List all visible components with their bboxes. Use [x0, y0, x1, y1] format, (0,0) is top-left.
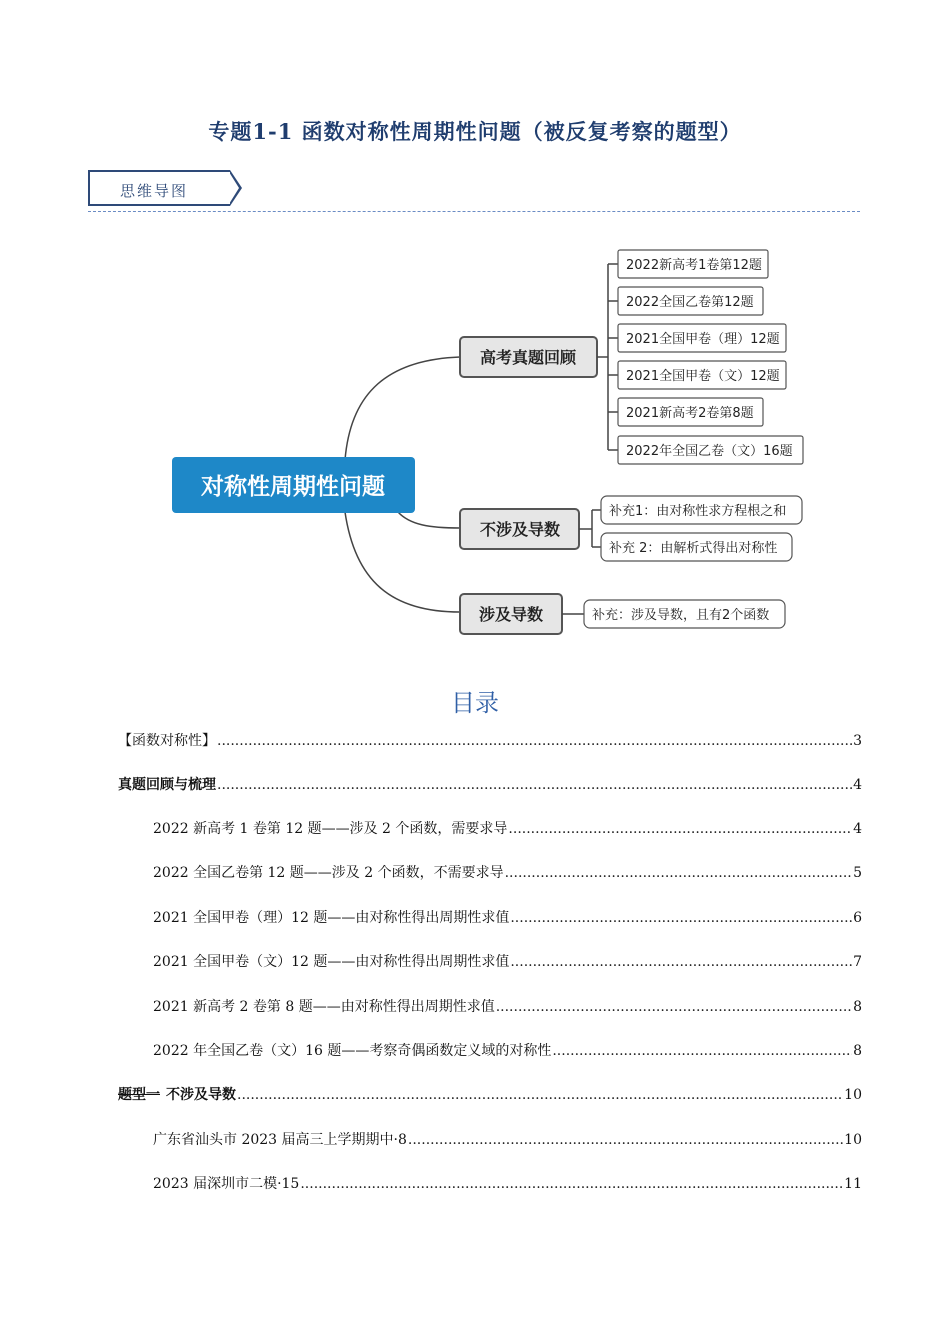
toc-leader-dots [505, 865, 852, 881]
toc-entry-page: 3 [853, 733, 862, 749]
toc-entry-page: 4 [853, 821, 862, 837]
toc-entry[interactable] [153, 1040, 862, 1060]
toc-entry-label: 广东省汕头市 2023 届高三上学期期中·8 [153, 1132, 407, 1148]
toc-entry-page: 6 [853, 910, 862, 926]
mindmap-branch-3-label: 涉及导数 [478, 605, 544, 624]
toc-entry-label: 2022 新高考 1 卷第 12 题——涉及 2 个函数，需要求导 [153, 821, 508, 837]
toc-entry-label: 不涉及导数 [166, 1087, 236, 1103]
toc-entry-label: 2022 全国乙卷第 12 题——涉及 2 个函数，不需要求导 [153, 865, 504, 881]
mindmap [0, 0, 950, 660]
toc-leader-dots [510, 954, 852, 970]
connector-root-branch-2 [398, 512, 460, 528]
toc-entry-page: 8 [853, 999, 862, 1015]
mindmap-branch-1-label: 高考真题回顾 [479, 348, 577, 367]
toc-entry[interactable] [153, 818, 862, 838]
leaf-label: 2022全国乙卷第12题 [626, 295, 754, 310]
toc-leader-dots [496, 999, 852, 1015]
toc-entry[interactable] [153, 996, 862, 1016]
mindmap-root-label: 对称性周期性问题 [201, 474, 385, 500]
toc-entry[interactable] [153, 951, 862, 971]
connector-root-branch-1 [345, 357, 460, 460]
section-tag-label: 思维导图 [120, 182, 189, 200]
toc-entry-page: 5 [853, 865, 862, 881]
toc-leader-dots [217, 733, 852, 749]
document-title: 专题1-1 函数对称性周期性问题（被反复考察的题型） [208, 119, 742, 144]
toc-entry[interactable] [153, 862, 862, 882]
toc-entry-page: 10 [844, 1087, 862, 1103]
leaf-label: 补充 2：由解析式得出对称性 [609, 541, 778, 556]
toc-entry[interactable] [118, 774, 862, 794]
toc-entry-page: 7 [853, 954, 862, 970]
toc-title: 目录 [451, 689, 499, 717]
leaf-label: 2022年全国乙卷（文）16题 [626, 444, 793, 459]
toc-entry-page: 10 [844, 1132, 862, 1148]
leaf-label: 2021全国甲卷（文）12题 [626, 369, 780, 384]
toc-entry-label: 2021 全国甲卷（理）12 题——由对称性得出周期性求值 [153, 910, 510, 926]
toc-leader-dots [300, 1176, 843, 1192]
toc-entry[interactable] [153, 1173, 862, 1193]
toc-leader-dots [237, 1087, 843, 1103]
toc-entry-label: 【函数对称性】 [118, 733, 216, 749]
leaf-label: 2022新高考1卷第12题 [626, 258, 762, 273]
leaf-label: 2021新高考2卷第8题 [626, 406, 754, 421]
toc-leader-dots [552, 1043, 852, 1059]
toc-entry[interactable] [153, 907, 862, 927]
toc-entry-label: 2023 届深圳市二模·15 [153, 1176, 300, 1192]
toc-entry-label: 2021 全国甲卷（文）12 题——由对称性得出周期性求值 [153, 954, 510, 970]
toc-leader-dots [508, 821, 852, 837]
toc-entry[interactable] [153, 1129, 862, 1149]
mindmap-branch-2-label: 不涉及导数 [479, 520, 561, 539]
toc-leader-dots [408, 1132, 843, 1148]
toc-entry-label: 2022 年全国乙卷（文）16 题——考察奇偶函数定义域的对称性 [153, 1043, 552, 1059]
branch-1-children [608, 250, 803, 464]
toc-entry-label: 2021 新高考 2 卷第 8 题——由对称性得出周期性求值 [153, 999, 495, 1015]
branch-2-children [592, 496, 802, 561]
leaf-label: 补充：涉及导数，且有2个函数 [592, 608, 770, 623]
toc-entry-label: 真题回顾与梳理 [118, 777, 216, 793]
branch-3-children [584, 600, 785, 628]
leaf-label: 补充1：由对称性求方程根之和 [609, 504, 787, 519]
toc-entry-page: 8 [853, 1043, 862, 1059]
toc-leader-dots [217, 777, 852, 793]
toc-entry-prefix: 题型一 [118, 1087, 160, 1103]
toc-entry-page: 4 [853, 777, 862, 793]
toc-entry[interactable] [118, 1084, 862, 1104]
leaf-label: 2021全国甲卷（理）12题 [626, 332, 780, 347]
toc-entry-page: 11 [844, 1176, 862, 1192]
toc-leader-dots [510, 910, 852, 926]
toc-entry[interactable] [118, 730, 862, 750]
